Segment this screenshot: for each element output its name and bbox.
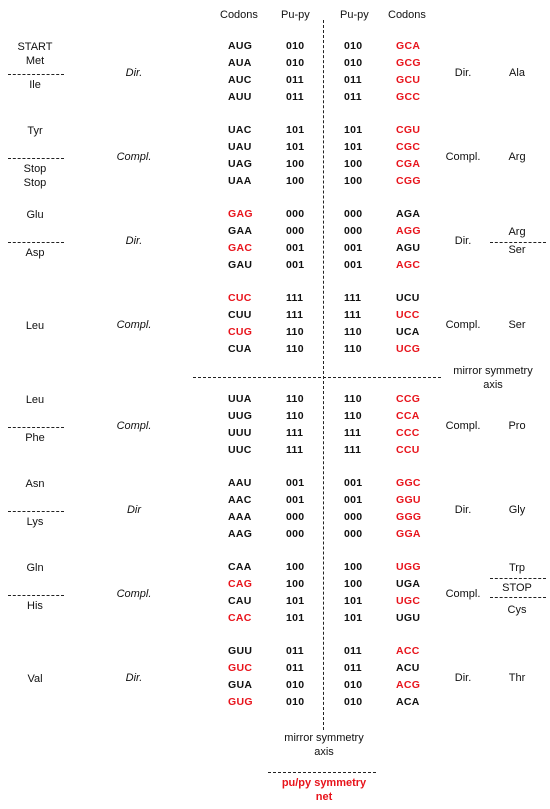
right-pupy-code: 110 [344,343,362,355]
right-codon: AGU [396,242,421,254]
right-amino-acid: Arg [508,151,526,163]
left-amino-divider [8,242,64,243]
right-codon: CGU [396,124,421,136]
left-pupy-code: 010 [286,679,305,691]
right-class-label: Dir. [454,504,472,516]
right-amino-acid: Pro [508,420,526,432]
right-codon: UGU [396,612,421,624]
right-amino-divider [490,578,546,579]
left-pupy-code: 111 [286,309,304,321]
right-pupy-code: 000 [344,225,363,237]
right-pupy-code: 100 [344,578,363,590]
left-pupy-code: 001 [286,242,305,254]
right-codon: UCC [396,309,420,321]
right-amino-divider [490,597,546,598]
right-pupy-code: 111 [344,292,362,304]
left-amino-divider [8,595,64,596]
right-codon: AGC [396,259,421,271]
left-pupy-code: 011 [286,645,304,657]
left-codon: UAG [228,158,253,170]
left-amino-divider [8,427,64,428]
left-codon: UAA [228,175,252,187]
right-amino-acid: Ser [508,319,526,331]
left-codon: CAA [228,561,252,573]
left-pupy-code: 001 [286,259,305,271]
left-pupy-code: 100 [286,561,305,573]
right-codon: ACU [396,662,420,674]
right-codon: GGA [396,528,421,540]
left-amino-acid: Val [27,673,43,685]
left-codon: AAU [228,477,252,489]
right-pupy-code: 110 [344,393,362,405]
left-class-label: Compl. [116,319,152,331]
left-codon: AAG [228,528,253,540]
left-codon: CUU [228,309,252,321]
right-codon: ACG [396,679,421,691]
right-codon: CGG [396,175,421,187]
left-pupy-code: 101 [286,595,305,607]
right-codon: GGC [396,477,421,489]
left-amino-divider [8,158,64,159]
right-codon: ACC [396,645,420,657]
left-codon: AUU [228,91,252,103]
pupy-net-line [268,772,376,773]
left-codon: GAU [228,259,253,271]
right-class-label: Compl. [445,420,481,432]
right-pupy-code: 000 [344,208,363,220]
right-codon: CGC [396,141,421,153]
right-amino-divider [490,242,546,243]
left-pupy-code: 111 [286,444,304,456]
right-codon: GCA [396,40,421,52]
right-codon: ACA [396,696,420,708]
left-codon: CAG [228,578,253,590]
left-pupy-code: 101 [286,612,305,624]
left-amino-acid-bottom: Ile [29,79,41,91]
left-class-label: Compl. [116,588,152,600]
right-pupy-code: 100 [344,175,363,187]
mirror-symmetry-axis-label-bottom: mirror symmetry axis [284,732,364,758]
header-left-codons: Codons [220,9,258,21]
right-pupy-code: 111 [344,309,362,321]
right-codon: GCG [396,57,421,69]
left-codon: AUC [228,74,252,86]
right-codon: AGA [396,208,421,220]
right-codon: AGG [396,225,421,237]
left-amino-acid-bottom: Stop Stop [23,163,47,189]
left-pupy-code: 100 [286,158,305,170]
left-codon: GUA [228,679,253,691]
right-pupy-code: 001 [344,259,363,271]
right-pupy-code: 001 [344,494,363,506]
right-pupy-code: 010 [344,696,363,708]
left-codon: AAA [228,511,252,523]
left-codon: GAC [228,242,253,254]
right-codon: GCU [396,74,421,86]
left-pupy-code: 101 [286,141,305,153]
left-class-label: Compl. [116,151,152,163]
left-class-label: Compl. [116,420,152,432]
left-codon: CAC [228,612,252,624]
left-pupy-code: 001 [286,494,305,506]
right-codon: GGU [396,494,421,506]
header-right-pupy: Pu-py [340,9,369,21]
right-amino-acid: Gly [508,504,526,516]
right-codon: UCA [396,326,420,338]
left-codon: UAU [228,141,252,153]
left-codon: CUA [228,343,252,355]
left-pupy-code: 100 [286,175,305,187]
right-amino-acid-bottom: Cys [507,604,527,616]
right-codon: UCU [396,292,420,304]
right-pupy-code: 101 [344,595,363,607]
left-pupy-code: 101 [286,124,305,136]
left-codon: GAA [228,225,253,237]
left-amino-acid-top: START Met [17,41,53,67]
left-pupy-code: 011 [286,662,304,674]
right-pupy-code: 101 [344,124,363,136]
left-codon: AUG [228,40,253,52]
right-amino-acid-bottom: Ser [508,244,526,256]
left-pupy-code: 000 [286,225,305,237]
left-codon: UUC [228,444,252,456]
left-class-label: Dir [126,504,142,516]
left-codon: GAG [228,208,253,220]
left-pupy-code: 000 [286,208,305,220]
left-codon: UUU [228,427,252,439]
mirror-symmetry-axis-label-right: mirror symmetry axis [453,365,533,391]
right-amino-acid-top: Arg [508,226,526,238]
right-pupy-code: 010 [344,57,363,69]
right-codon: GCC [396,91,421,103]
horizontal-symmetry-axis [193,377,441,378]
header-right-codons: Codons [388,9,426,21]
left-codon: CUC [228,292,252,304]
left-pupy-code: 010 [286,40,305,52]
left-codon: UUG [228,410,253,422]
right-class-label: Compl. [445,319,481,331]
right-pupy-code: 101 [344,612,363,624]
left-amino-acid: Leu [25,320,45,332]
left-codon: AAC [228,494,252,506]
left-class-label: Dir. [125,672,143,684]
left-pupy-code: 110 [286,410,304,422]
left-pupy-code: 000 [286,511,305,523]
right-codon: UGG [396,561,421,573]
right-pupy-code: 110 [344,410,362,422]
right-codon: UGC [396,595,421,607]
left-class-label: Dir. [125,67,143,79]
left-amino-acid-bottom: Phe [25,432,45,444]
left-amino-acid-top: Glu [26,209,44,221]
left-codon: GUU [228,645,253,657]
left-pupy-code: 111 [286,292,304,304]
vertical-symmetry-axis [323,20,324,730]
left-codon: UAC [228,124,252,136]
left-pupy-code: 011 [286,74,304,86]
right-pupy-code: 100 [344,158,363,170]
left-pupy-code: 110 [286,326,304,338]
left-amino-acid-top: Gln [26,562,44,574]
left-amino-acid-bottom: His [27,600,43,612]
right-pupy-code: 010 [344,40,363,52]
left-amino-divider [8,74,64,75]
right-codon: UGA [396,578,421,590]
left-codon: GUC [228,662,253,674]
left-amino-acid-top: Leu [25,394,45,406]
right-amino-acid: Thr [508,672,526,684]
left-pupy-code: 111 [286,427,304,439]
left-pupy-code: 010 [286,696,305,708]
left-codon: UUA [228,393,252,405]
left-pupy-code: 010 [286,57,305,69]
right-amino-acid-mid: STOP [502,582,532,594]
left-codon: AUA [228,57,252,69]
left-codon: CUG [228,326,253,338]
right-pupy-code: 000 [344,528,363,540]
right-codon: UCG [396,343,421,355]
right-pupy-code: 101 [344,141,363,153]
left-class-label: Dir. [125,235,143,247]
right-pupy-code: 111 [344,444,362,456]
right-amino-acid-top: Trp [508,562,526,574]
left-pupy-code: 110 [286,343,304,355]
right-pupy-code: 110 [344,326,362,338]
right-codon: CCC [396,427,420,439]
header-left-pupy: Pu-py [281,9,310,21]
right-pupy-code: 100 [344,561,363,573]
right-class-label: Dir. [454,235,472,247]
pupy-symmetry-net-label: pu/py symmetry net [281,777,367,803]
left-amino-acid-bottom: Lys [26,516,44,528]
right-class-label: Compl. [445,151,481,163]
left-pupy-code: 001 [286,477,305,489]
right-codon: CCA [396,410,420,422]
right-class-label: Dir. [454,67,472,79]
right-class-label: Compl. [445,588,481,600]
right-pupy-code: 001 [344,477,363,489]
right-pupy-code: 011 [344,645,362,657]
right-pupy-code: 011 [344,74,362,86]
left-pupy-code: 110 [286,393,304,405]
left-pupy-code: 100 [286,578,305,590]
right-class-label: Dir. [454,672,472,684]
right-pupy-code: 111 [344,427,362,439]
left-amino-divider [8,511,64,512]
right-codon: CCG [396,393,421,405]
right-pupy-code: 011 [344,91,362,103]
right-pupy-code: 001 [344,242,363,254]
right-pupy-code: 000 [344,511,363,523]
right-amino-acid: Ala [509,67,525,79]
left-pupy-code: 000 [286,528,305,540]
left-codon: GUG [228,696,253,708]
left-amino-acid-bottom: Asp [25,247,45,259]
left-amino-acid-top: Asn [25,478,45,490]
right-pupy-code: 010 [344,679,363,691]
left-pupy-code: 011 [286,91,304,103]
right-codon: CGA [396,158,421,170]
right-codon: GGG [396,511,422,523]
right-codon: CCU [396,444,420,456]
left-amino-acid-top: Tyr [27,125,43,137]
right-pupy-code: 011 [344,662,362,674]
left-codon: CAU [228,595,252,607]
